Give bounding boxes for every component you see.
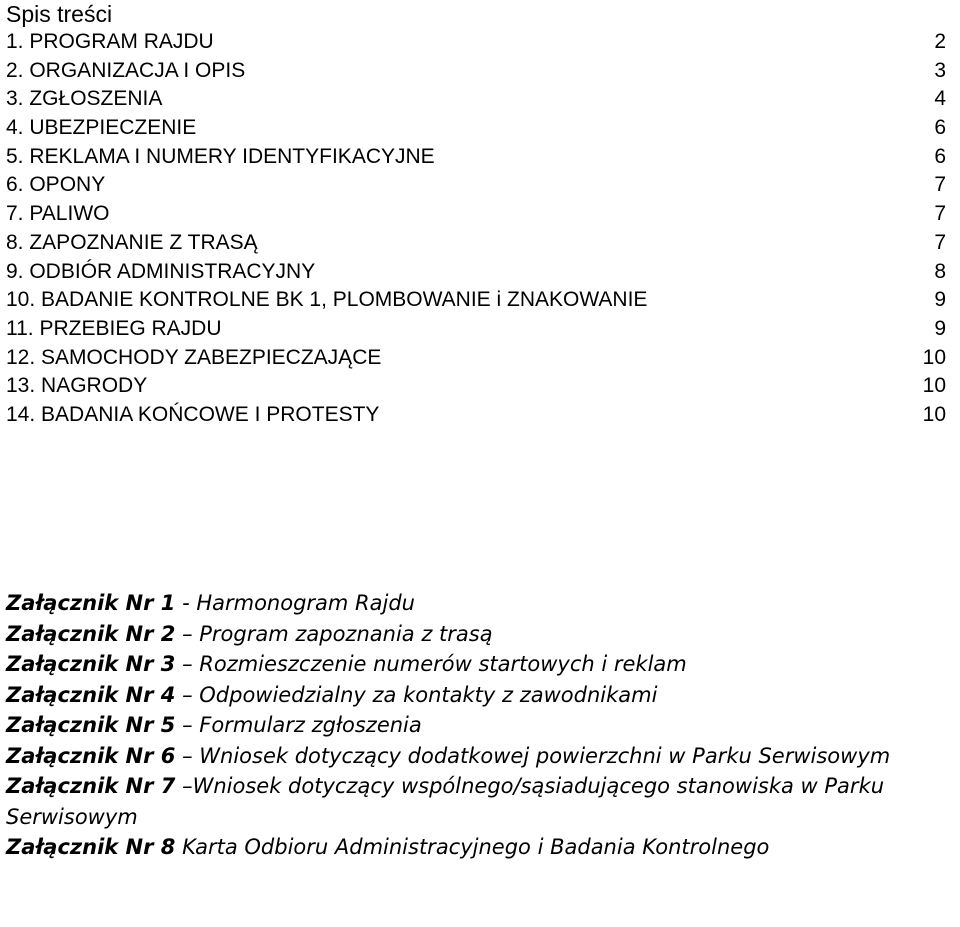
toc-entry-label: 6. OPONY (6, 173, 106, 197)
annex-list (6, 588, 956, 863)
toc-entry-page-number: 8 (934, 259, 946, 283)
toc-entry-label: 7. PALIWO (6, 202, 110, 226)
annex-number: Załącznik Nr 6 (6, 743, 176, 768)
toc-entry-page-number: 6 (934, 116, 946, 140)
toc-entry-label: 13. NAGRODY (6, 374, 148, 398)
annex-entry (6, 588, 956, 619)
toc-entry[interactable] (6, 143, 946, 172)
annex-description: – Rozmieszczenie numerów startowych i reklam (175, 652, 687, 676)
annex-entry (6, 710, 956, 741)
annex-entry (6, 832, 956, 863)
annex-description: – Odpowiedzialny za kontakty z zawodnikami (175, 682, 658, 707)
toc-entry-page-number: 10 (922, 402, 946, 426)
toc-entry-label: 11. PRZEBIEG RAJDU (6, 316, 222, 340)
toc-entry[interactable] (6, 57, 946, 86)
annex-description: - Harmonogram Rajdu (175, 591, 415, 615)
toc-entry-label: 12. SAMOCHODY ZABEZPIECZAJĄCE (6, 345, 382, 369)
toc-entry-page-number: 3 (934, 58, 946, 82)
toc-entry[interactable] (6, 401, 946, 430)
toc-entry-label: 1. PROGRAM RAJDU (6, 30, 214, 53)
toc-entry[interactable] (6, 28, 946, 57)
toc-entry[interactable] (6, 344, 946, 373)
toc-entry-label: 5. REKLAMA I NUMERY IDENTYFIKACYJNE (6, 144, 435, 168)
toc-entry[interactable] (6, 372, 946, 401)
annex-entry (6, 741, 956, 772)
toc-entry-page-number: 6 (934, 144, 946, 168)
toc-entry-page-number: 7 (934, 202, 946, 226)
toc-entry[interactable] (6, 315, 946, 344)
toc-entry[interactable] (6, 85, 946, 114)
annex-description: – Formularz zgłoszenia (175, 713, 422, 737)
annex-number: Załącznik Nr 1 (6, 591, 176, 615)
toc-entry-label: 8. ZAPOZNANIE Z TRASĄ (6, 230, 258, 254)
annex-description: Karta Odbioru Administracyjnego i Badania Kontrolnego (175, 835, 770, 859)
annex-number: Załącznik Nr 4 (6, 682, 176, 707)
toc-entry[interactable] (6, 258, 946, 287)
toc-entry-page-number: 9 (934, 288, 946, 312)
annex-entry (6, 680, 956, 711)
toc-entry-page-number: 9 (934, 316, 946, 340)
toc-entry-page-number: 7 (934, 173, 946, 197)
toc-entry[interactable] (6, 114, 946, 143)
toc-entry[interactable] (6, 171, 946, 200)
toc-entry-page-number: 10 (922, 345, 946, 369)
toc-entry-page-number: 4 (934, 87, 946, 111)
toc-entry-label: 14. BADANIA KOŃCOWE I PROTESTY (6, 402, 380, 426)
annex-number: Załącznik Nr 7 (6, 774, 176, 798)
toc-entry-page-number: 2 (934, 30, 946, 53)
annex-number: Załącznik Nr 8 (6, 835, 176, 859)
toc-entry[interactable] (6, 200, 946, 229)
toc-entry-page-number: 10 (922, 374, 946, 398)
toc-entry-label: 4. UBEZPIECZENIE (6, 116, 197, 140)
toc-entry-label: 2. ORGANIZACJA I OPIS (6, 58, 246, 82)
toc-entry[interactable] (6, 286, 946, 315)
toc-entry-label: 9. ODBIÓR ADMINISTRACYJNY (6, 259, 316, 283)
annex-description: – Program zapoznania z trasą (175, 621, 493, 646)
toc-title: Spis treści (6, 1, 113, 27)
annex-description: – Wniosek dotyczący dodatkowej powierzchni w Parku Serwisowym (175, 743, 891, 768)
toc-entry-label: 3. ZGŁOSZENIA (6, 87, 163, 111)
toc-entry-label: 10. BADANIE KONTROLNE BK 1, PLOMBOWANIE i ZNAKOWANIE (6, 288, 648, 312)
toc-entry-page-number: 7 (934, 230, 946, 254)
annex-entry (6, 649, 956, 680)
annex-description: –Wniosek dotyczący wspólnego/sąsiadującego stanowiska w Parku Serwisowym (6, 774, 885, 829)
annex-number: Załącznik Nr 5 (6, 713, 176, 737)
annex-entry (6, 619, 956, 650)
annex-number: Załącznik Nr 3 (6, 652, 176, 676)
annex-entry (6, 771, 956, 832)
toc-list (6, 28, 946, 430)
toc-entry[interactable] (6, 229, 946, 258)
annex-number: Załącznik Nr 2 (6, 621, 176, 646)
